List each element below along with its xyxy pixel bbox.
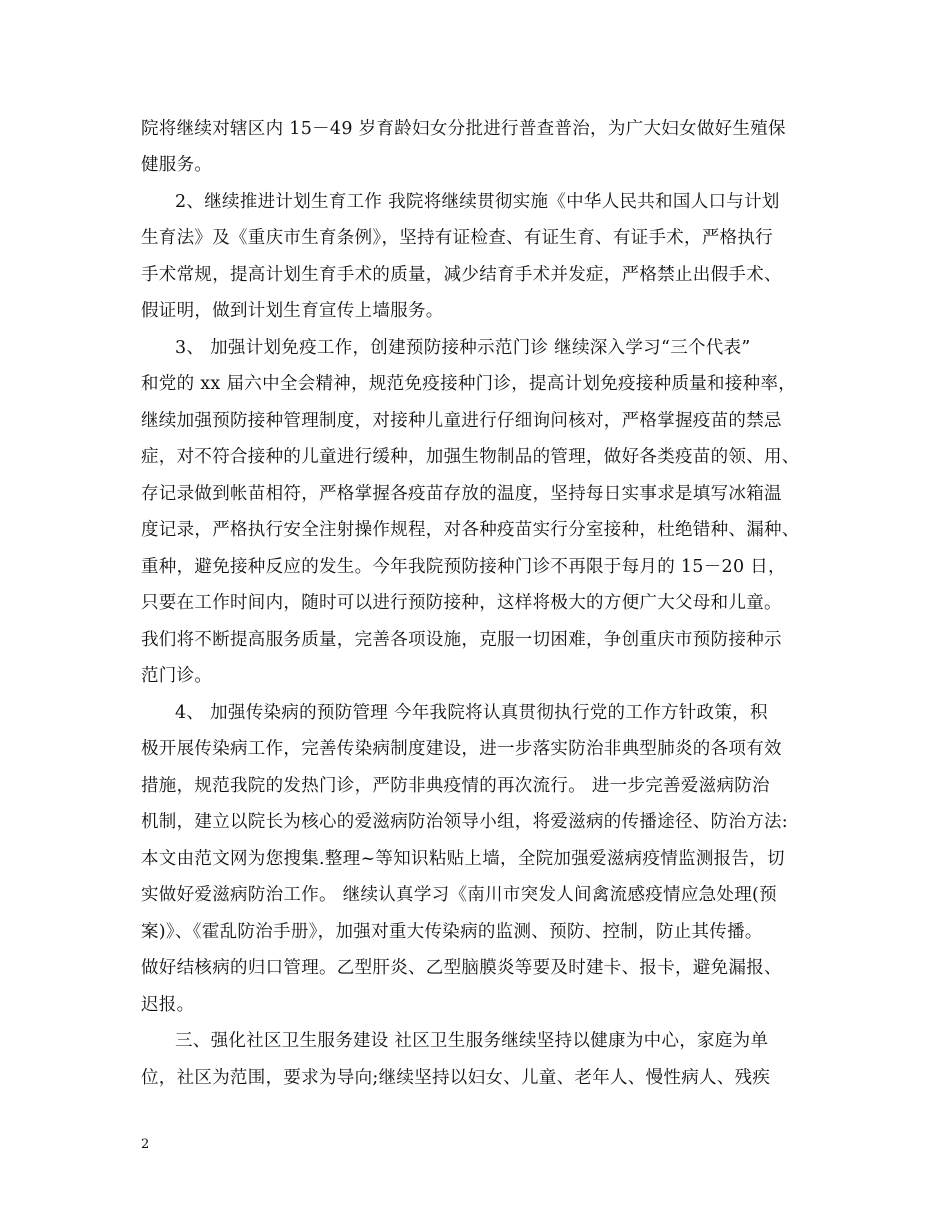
text-line: 重种，避免接种反应的发生。今年我院预防接种门诊不再限于每月的 15－20 日， <box>141 557 786 577</box>
text-line: 三、强化社区卫生服务建设 社区卫生服务继续坚持以健康为中心，家庭为单 <box>175 1031 769 1051</box>
text-line: 案)》、《霍乱防治手册》，加强对重大传染病的监测、预防、控制，防止其传播。 <box>141 922 763 942</box>
text-line: 机制，建立以院长为核心的爱滋病防治领导小组，将爱滋病的传播途径、防治方法: <box>141 812 788 832</box>
text-line: 本文由范文网为您搜集.整理~等知识粘贴上墙，全院加强爱滋病疫情监测报告，切 <box>141 849 785 869</box>
text-line: 2、继续推进计划生育工作 我院将继续贯彻实施《中华人民共和国人口与计划 <box>175 192 780 212</box>
text-line: 院将继续对辖区内 15－49 岁育龄妇女分批进行普查普治，为广大妇女做好生殖保 <box>141 119 786 139</box>
text-line: 做好结核病的归口管理。乙型肝炎、乙型脑膜炎等要及时建卡、报卡，避免漏报、 <box>141 958 782 978</box>
text-line: 极开展传染病工作，完善传染病制度建设，进一步落实防治非典型肺炎的各项有效 <box>141 739 782 759</box>
text-line: 实做好爱滋病防治工作。 继续认真学习《南川市突发人间禽流感疫情应急处理(预 <box>141 885 777 905</box>
text-line: 我们将不断提高服务质量，完善各项设施，克服一切困难，争创重庆市预防接种示 <box>141 630 782 650</box>
text-line: 继续加强预防接种管理制度，对接种儿童进行仔细询问核对，严格掌握疫苗的禁忌 <box>141 411 782 431</box>
text-line: 假证明，做到计划生育宣传上墙服务。 <box>141 301 444 321</box>
text-line: 3、 加强计划免疫工作，创建预防接种示范门诊 继续深入学习“三个代表” <box>175 338 751 358</box>
text-line: 位，社区为范围，要求为导向;继续坚持以妇女、儿童、老年人、慢性病人、残疾 <box>141 1068 771 1088</box>
text-line: 只要在工作时间内，随时可以进行预防接种，这样将极大的方便广大父母和儿童。 <box>141 593 782 613</box>
text-line: 度记录，严格执行安全注射操作规程，对各种疫苗实行分室接种，杜绝错种、漏种、 <box>141 520 800 540</box>
text-line: 症，对不符合接种的儿童进行缓种，加强生物制品的管理，做好各类疫苗的领、用、 <box>141 447 800 467</box>
text-line: 存记录做到帐苗相符，严格掌握各疫苗存放的温度，坚持每日实事求是填写冰箱温 <box>141 484 782 504</box>
text-line: 和党的 xx 届六中全会精神，规范免疫接种门诊，提高计划免疫接种质量和接种率， <box>141 374 797 394</box>
text-line: 生育法》及《重庆市生育条例》，坚持有证检查、有证生育、有证手术，严格执行 <box>141 228 774 248</box>
text-line: 迟报。 <box>141 995 195 1015</box>
text-line: 健服务。 <box>141 155 213 175</box>
text-line: 手术常规，提高计划生育手术的质量，减少结育手术并发症，严格禁止出假手术、 <box>141 265 782 285</box>
text-line: 措施，规范我院的发热门诊，严防非典疫情的再次流行。 进一步完善爱滋病防治 <box>141 776 770 796</box>
page-number: 2 <box>141 1137 150 1152</box>
text-line: 范门诊。 <box>141 666 213 686</box>
text-line: 4、 加强传染病的预防管理 今年我院将认真贯彻执行党的工作方针政策，积 <box>175 703 768 723</box>
